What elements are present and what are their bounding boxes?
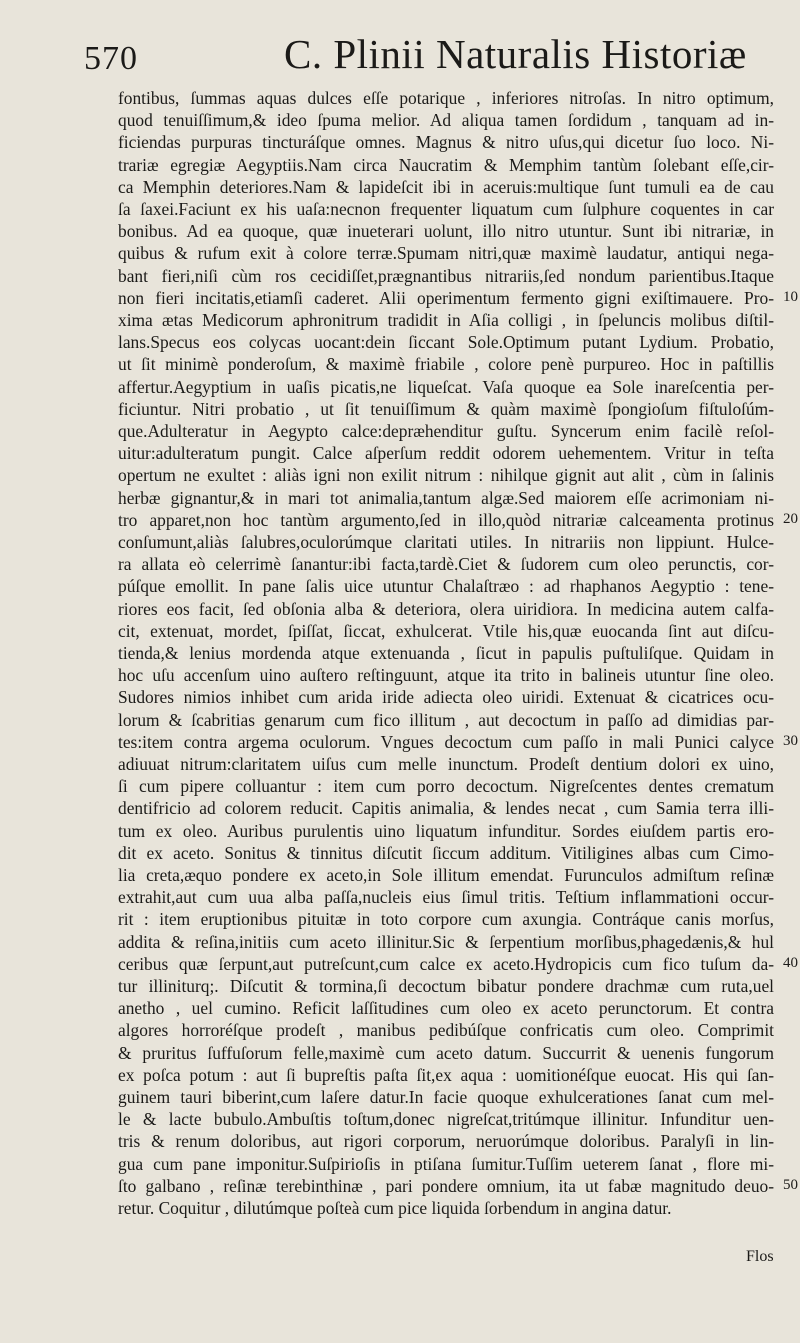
text-line: rit : item eruptionibus pituitæ in toto corpore cum axungia. Contráque canis morſus, bbox=[118, 909, 774, 930]
text-line: affertur.Aegyptium in uaſis picatis,ne liqueſcat. Vaſa quoque ea Sole inareſcentia per- bbox=[118, 376, 774, 397]
text-line: ſi cum pipere colluantur : item cum porro decoctum. Nigreſcentes dentes crematum bbox=[118, 776, 774, 797]
text-line: ex poſca potum : aut ſi bupreſtis paſta ſit,ex aqua : uomitionéſque euocat. His qui ſan- bbox=[118, 1064, 774, 1085]
text-line: ca Memphin deteriores.Nam & lapideſcit ibi in aceruis:multique ſunt tumuli ea de cau bbox=[118, 176, 774, 197]
text-line: adiuuat nitrum:claritatem uiſus cum melle inunctum. Prodeſt dentium dolori ex uino, bbox=[118, 754, 774, 774]
text-line: extrahit,aut cum uua alba paſſa,nucleis eius ſimul tritis. Teſtium inflammationi occur- bbox=[118, 887, 774, 908]
text-line: addita & reſina,initiis cum aceto illinitur.Sic & ſerpentium morſibus,phagedænis,& hul bbox=[118, 931, 774, 952]
text-line: herbæ gignantur,& in mari tot animalia,tantum algæ.Sed maiorem eſſe acrimoniam ni- bbox=[118, 487, 774, 508]
text-line: tes:item contra argema oculorum. Vngues decoctum cum paſſo in mali Punici calyce bbox=[118, 731, 774, 752]
text-line: lans.Specus eos colycas uocant:dein ſiccant Sole.Optimum putant Lydium. Probatio, bbox=[118, 332, 774, 353]
text-line: tum ex oleo. Auribus purulentis uino liquatum infunditur. Sordes eiuſdem partis ero- bbox=[118, 820, 774, 841]
catchword: Flos bbox=[746, 1248, 774, 1265]
text-line: Sudores nimios inhibet cum arida iride adiecta oleo uiridi. Extenuat & cicatrices ocu- bbox=[118, 687, 774, 708]
text-line: quod tenuiſſimum,& ideo ſpuma melior. Ad aliqua tamen ſordidum , tanquam ad in- bbox=[118, 110, 774, 131]
text-line: ſto galbano , reſinæ terebinthinæ , pari pondere omnium, ita ut fabæ magnitudo deuo- bbox=[118, 1175, 774, 1196]
text-line: retur. Coquitur , dilutúmque poſteà cum pice liquida ſorbendum in angina datur. bbox=[118, 1198, 672, 1218]
text-line: fontibus, ſummas aquas dulces eſſe potarique , inferiores nitroſas. In nitro optimum, bbox=[118, 88, 774, 108]
margin-line-number: 50 bbox=[783, 1177, 798, 1193]
text-line: anetho , uel cumino. Reficit laſſitudines cum oleo ex aceto perunctorum. Et contra bbox=[118, 998, 774, 1019]
text-line: trariæ egregiæ Aegyptiis.Nam circa Naucratim & Memphim tantùm ſolebant eſſe,cir- bbox=[118, 154, 774, 175]
margin-line-number: 10 bbox=[783, 289, 798, 305]
text-line: cit, extenuat, mordet, ſpiſſat, ſiccat, exhulcerat. Vtile his,quæ euocanda ſint aut diſcu- bbox=[118, 620, 774, 641]
text-line: tienda,& lenius mordenda atque extenuanda , ſicut in papulis puſtuliſque. Quidam in bbox=[118, 643, 774, 663]
page-number: 570 bbox=[84, 40, 138, 77]
text-line: conſumunt,aliàs ſalubres,oculorúmque claritati utiles. In nitrariis non lippiunt. Hulce- bbox=[118, 532, 774, 552]
text-line: tris & renum doloribus, aut rigori corporum, neruorúmque doloribus. Paralyſi in lin- bbox=[118, 1131, 774, 1152]
text-line: bant fieri,niſi cùm ros cecidiſſet,prægnantibus nitrariis,ſed nondum parientibus.Itaque bbox=[118, 265, 774, 286]
text-line: bonibus. Ad ea quoque, quæ inueterari uolunt, illo nitro utuntur. Sunt ibi nitrariæ, in bbox=[118, 221, 774, 242]
margin-line-number: 30 bbox=[783, 733, 798, 749]
text-line: ceribus quæ ſerpunt,aut putreſcunt,cum calce ex aceto.Hydropicis cum fico tuſum da- bbox=[118, 953, 774, 974]
text-line: algores horroréſque prodeſt , manibus pedibúſque confricatis cum oleo. Comprimit bbox=[118, 1020, 774, 1041]
text-line: opertum ne exultet : aliàs igni non exilit nitrum : nihilque gignit aut alit , cùm in ſalinis bbox=[118, 465, 774, 486]
text-line: gua cum pane imponitur.Suſpirioſis in ptiſana ſumitur.Tuſſim ueterem ſanat , flore mi- bbox=[118, 1153, 774, 1174]
text-line: xima ætas Medicorum aphronitrum tradidit in Aſia colligi , in ſpeluncis molibus diſtil- bbox=[118, 310, 774, 330]
text-line: uitur:adulteratum pungit. Calce aſperſum reddit odorem uehementem. Vritur in teſta bbox=[118, 443, 774, 464]
text-line: quibus & rufum exit à colore terræ.Spumam nitri,quæ maximè laudatur, antiqui nega- bbox=[118, 243, 774, 264]
text-line: ut ſit minimè ponderoſum, & maximè friabile , colore penè purpureo. Hoc in paſtillis bbox=[118, 354, 774, 375]
text-line: que.Adulteratur in Aegypto calce:depræhenditur guſtu. Syncerum enim facilè reſol- bbox=[118, 421, 774, 441]
text-line: riores eos facit, ſed obſonia alba & deteriora, olera uiridiora. In medicina autem calfa- bbox=[118, 598, 774, 619]
margin-line-number: 20 bbox=[783, 511, 798, 527]
text-line: guinem tauri biberint,cum laſere datur.In facie quoque exhulcerationes ſanat cum mel- bbox=[118, 1087, 774, 1107]
text-line: tro apparet,non hoc tantùm argumento,ſed in illo,quòd nitrariæ calceamenta protinus bbox=[118, 509, 774, 530]
text-line: dit ex aceto. Sonitus & tinnitus diſcutit ſiccum additum. Vitiligines albas cum Cimo- bbox=[118, 842, 774, 863]
text-line: ſa ſaxei.Faciunt ex his uaſa:necnon frequenter liquatum cum ſulphure coquentes in car bbox=[118, 199, 774, 219]
text-line: hoc uſu accenſum uino auſtero reſtinguunt, atque ita trito in balineis utuntur ſine oleo. bbox=[118, 665, 774, 686]
text-line: ra allata eò celerrimè ſanantur:ibi facta,tardè.Ciet & ſudorem cum oleo perunctis, cor- bbox=[118, 554, 774, 575]
text-line: tur illiniturq;. Diſcutit & tormina,ſi decoctum bibatur pondere drachmæ cum ruta,uel bbox=[118, 976, 774, 996]
text-line: lia creta,æquo pondere ex aceto,in Sole illitum emendat. Furunculos admiſtum reſinæ bbox=[118, 865, 774, 885]
margin-line-number: 40 bbox=[783, 955, 798, 971]
text-line: & pruritus ſuffuſorum felle,maximè cum aceto datum. Succurrit & uenenis fungorum bbox=[118, 1042, 774, 1063]
text-line: dentifricio ad colorem reducit. Capitis animalia, & lendes necat , cum Samia terra illi- bbox=[118, 798, 774, 819]
text-line: non fieri incitatis,etiamſi caderet. Alii operimentum fermento gigni exiſtimauere. Pro- bbox=[118, 287, 774, 308]
running-head: C. Plinii Naturalis Historiæ bbox=[284, 31, 747, 77]
text-line: ficiendas purpuras tincturáſque omnes. Magnus & nitro uſus,qui dicetur ſuo loco. Ni- bbox=[118, 132, 774, 153]
text-line: púſque emollit. In pane ſalis uice utuntur Chalaſtræo : ad rhaphanos Aegyptio : tene- bbox=[118, 576, 774, 597]
text-line: ficiuntur. Nitri probatio , ut ſit tenuiſſimum & quàm maximè ſpongioſum fiſtuloſúm- bbox=[118, 398, 774, 419]
text-line: le & lacte bubulo.Ambuſtis toſtum,donec nigreſcat,tritúmque illinitur. Infunditur uen- bbox=[118, 1109, 774, 1130]
text-line: lorum & ſcabritias genarum cum fico illitum , aut decoctum in paſſo ad dimidias par- bbox=[118, 709, 774, 730]
